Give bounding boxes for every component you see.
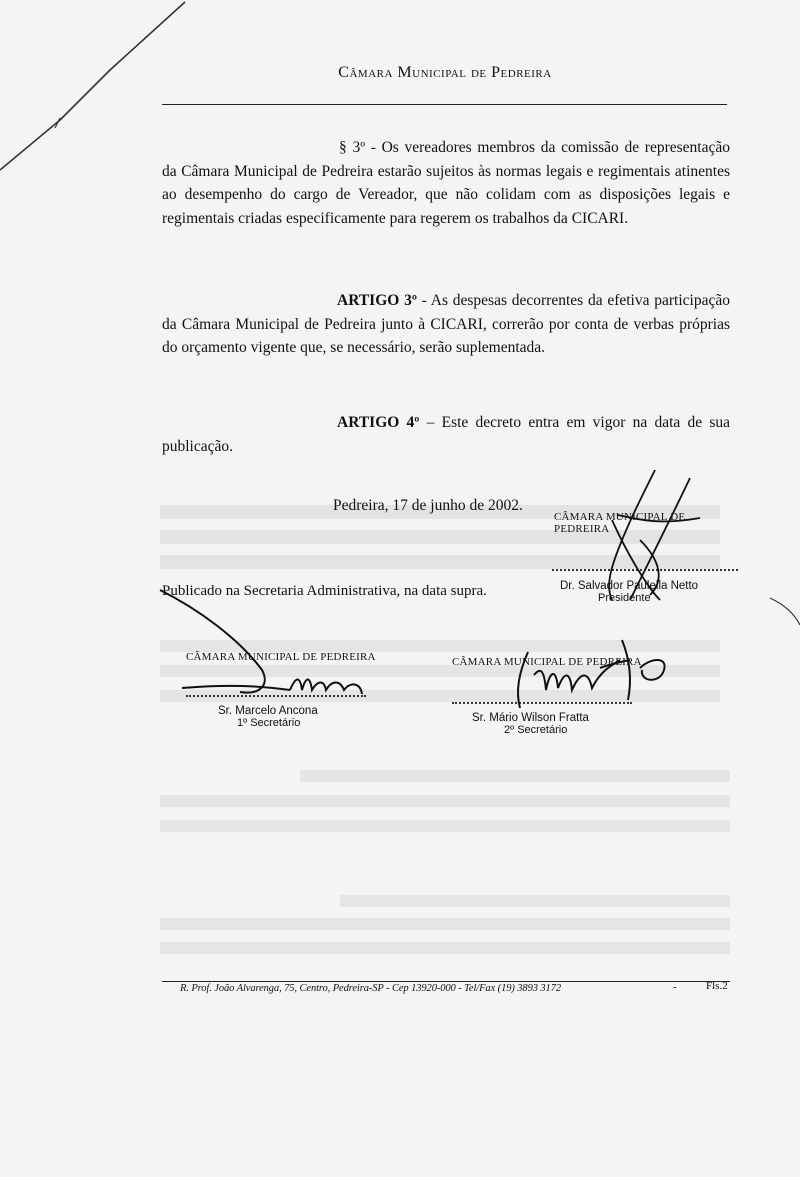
president-name: Dr. Salvador Paulella Netto [560, 580, 699, 592]
published-line: Publicado na Secretaria Administrativa, na data supra. [162, 583, 487, 599]
first-secretary-stamp: CÂMARA MUNICIPAL DE PEDREIRA [186, 651, 376, 663]
second-secretary-role: 2º Secretário [504, 724, 568, 736]
president-stamp: CÂMARA MUNICIPAL DE PEDREIRA [554, 511, 686, 535]
paragraph-section-3: § 3º - Os vereadores membros da comissão de representação da Câmara Municipal de Pedreira estarão sujeitos às normas legais e regimentais atinentes ao desempenho do cargo de Vereador, que não colidam com as disposições legais e regimentais criadas especificamente para regerem os trabalhos da CICARI. [162, 139, 730, 227]
footer-address: R. Prof. João Alvarenga, 75, Centro, Pedreira-SP - Cep 13920-000 - Tel/Fax (19) 3893 3172 [180, 983, 562, 994]
article-3-label: ARTIGO 3º [337, 292, 417, 309]
first-secretary-name: Sr. Marcelo Ancona [218, 705, 318, 717]
article-4-label: ARTIGO 4º [337, 414, 420, 431]
president-signature-line [552, 569, 738, 571]
article-4-text: – Este decreto entra em vigor na data de sua publicação. [162, 414, 730, 455]
footer-divider [162, 981, 730, 982]
second-secretary-name: Sr. Mário Wilson Fratta [472, 712, 589, 724]
second-secretary-signature-line [452, 702, 632, 704]
signature-block-first-secretary [186, 651, 386, 729]
date-line: Pedreira, 17 de junho de 2002. [333, 497, 523, 514]
header-divider [162, 104, 727, 105]
footer-separator: - [673, 981, 677, 993]
second-secretary-stamp: CÂMARA MUNICIPAL DE PEDREIRA [452, 656, 642, 668]
first-secretary-role: 1º Secretário [237, 717, 301, 729]
page-number: Fls.2 [706, 980, 728, 992]
paragraph-article-3 [162, 289, 730, 360]
president-role: Presidente [598, 592, 651, 604]
page-title: Câmara Municipal de Pedreira [338, 64, 552, 81]
paragraph-article-4 [162, 411, 730, 458]
article-3-text: - As despesas decorrentes da efetiva participação da Câmara Municipal de Pedreira junto à CICARI, correrão por conta de verbas próprias do orçamento vigente que, se necessário, serão suplementada. [162, 292, 730, 356]
signature-block-president [552, 511, 742, 604]
first-secretary-signature-line [186, 695, 366, 697]
signature-block-second-secretary [452, 656, 652, 736]
